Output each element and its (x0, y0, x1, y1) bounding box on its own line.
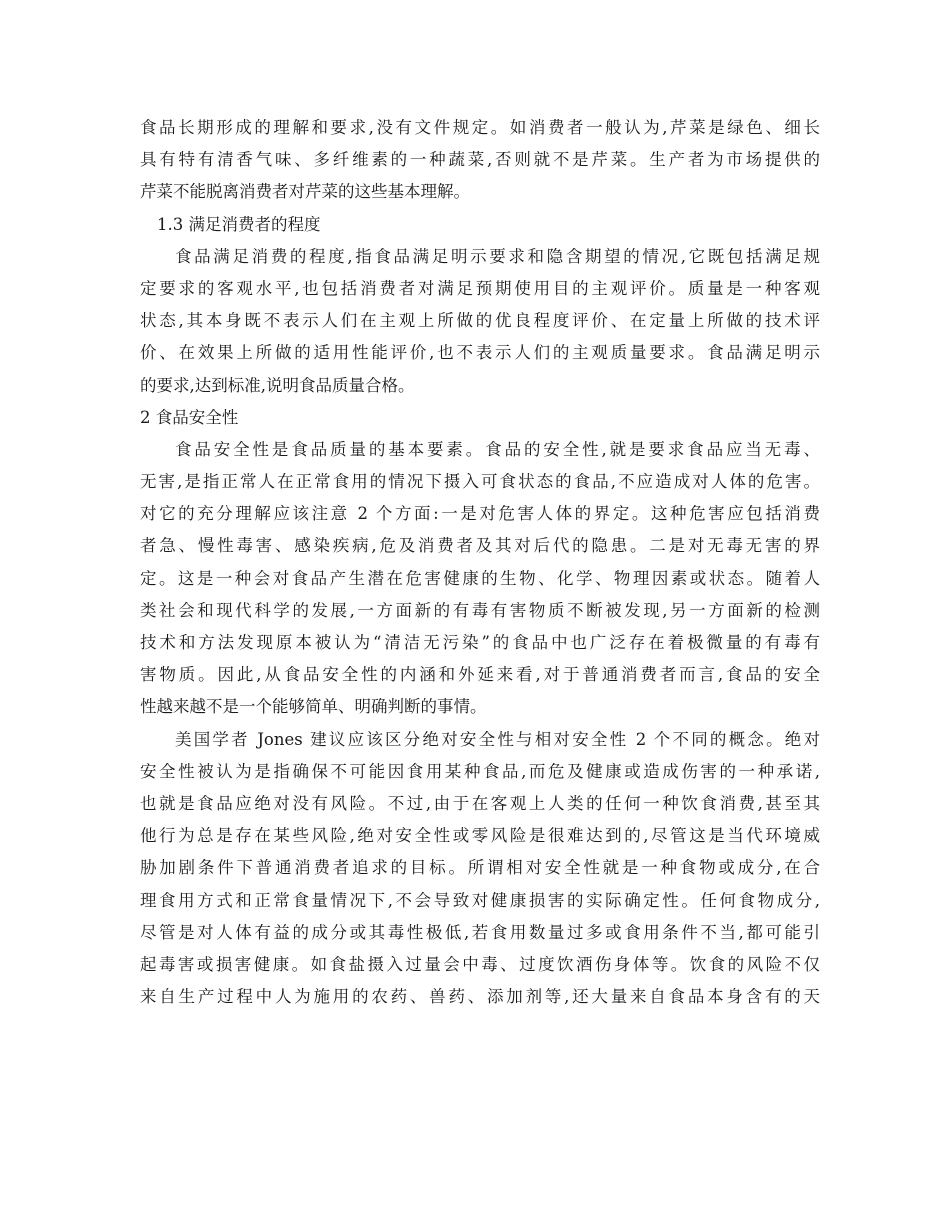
text-line: 状态,其本身既不表示人们在主观上所做的优良程度评价、在定量上所做的技术评 (140, 311, 820, 331)
text-line: 来自生产过程中人为施用的农药、兽药、添加剂等,还大量来自食品本身含有的天 (140, 987, 820, 1007)
text-line: 性越来越不是一个能够简单、明确判断的事情。 (140, 697, 487, 717)
text-line: 起毒害或损害健康。如食盐摄入过量会中毒、过度饮酒伤身体等。饮食的风险不仅 (140, 954, 820, 974)
text-line: 理食用方式和正常食量情况下,不会导致对健康损害的实际确定性。任何食物成分, (140, 890, 820, 910)
text-line: 价、在效果上所做的适用性能评价,也不表示人们的主观质量要求。食品满足明示 (140, 343, 820, 363)
text-line: 者急、慢性毒害、感染疾病,危及消费者及其对后代的隐患。二是对无毒无害的界 (140, 536, 820, 556)
text-line: 的要求,达到标准,说明食品质量合格。 (140, 375, 415, 395)
text-line: 安全性被认为是指确保不可能因食用某种食品,而危及健康或造成伤害的一种承诺, (140, 761, 820, 781)
text-line: 食品满足消费的程度,指食品满足明示要求和隐含期望的情况,它既包括满足规 (175, 246, 820, 266)
text-line: 他行为总是存在某些风险,绝对安全性或零风险是很难达到的,尽管这是当代环境威 (140, 826, 820, 846)
text-line: 对它的充分理解应该注意 2 个方面:一是对危害人体的界定。这种危害应包括消费 (140, 504, 820, 524)
text-line: 食品长期形成的理解和要求,没有文件规定。如消费者一般认为,芹菜是绿色、细长 (140, 118, 820, 137)
text-line: 食品安全性是食品质量的基本要素。食品的安全性,就是要求食品应当无毒、 (175, 439, 820, 459)
document-body (140, 112, 820, 1013)
text-line: 害物质。因此,从食品安全性的内涵和外延来看,对于普通消费者而言,食品的安全 (140, 665, 820, 685)
text-line: 美国学者 Jones 建议应该区分绝对安全性与相对安全性 2 个不同的概念。绝对 (175, 729, 820, 749)
text-line: 定。这是一种会对食品产生潜在危害健康的生物、化学、物理因素或状态。随着人 (140, 568, 820, 588)
text-line: 2 食品安全性 (140, 407, 239, 427)
text-line: 胁加剧条件下普通消费者追求的目标。所谓相对安全性就是一种食物或成分,在合 (140, 858, 820, 878)
text-line: 具有特有清香气味、多纤维素的一种蔬菜,否则就不是芹菜。生产者为市场提供的 (140, 150, 820, 170)
text-line: 1.3 满足消费者的程度 (157, 214, 321, 234)
text-line: 也就是食品应绝对没有风险。不过,由于在客观上人类的任何一种饮食消费,甚至其 (140, 793, 820, 813)
text-line: 技术和方法发现原本被认为“清洁无污染”的食品中也广泛存在着极微量的有毒有 (140, 633, 820, 652)
text-line: 尽管是对人体有益的成分或其毒性极低,若食用数量过多或食用条件不当,都可能引 (140, 922, 820, 942)
text-line: 类社会和现代科学的发展,一方面新的有毒有害物质不断被发现,另一方面新的检测 (140, 600, 820, 620)
text-line: 定要求的客观水平,也包括消费者对满足预期使用目的主观评价。质量是一种客观 (140, 278, 820, 298)
text-line: 无害,是指正常人在正常食用的情况下摄入可食状态的食品,不应造成对人体的危害。 (140, 472, 820, 492)
text-line: 芹菜不能脱离消费者对芹菜的这些基本理解。 (140, 182, 470, 202)
